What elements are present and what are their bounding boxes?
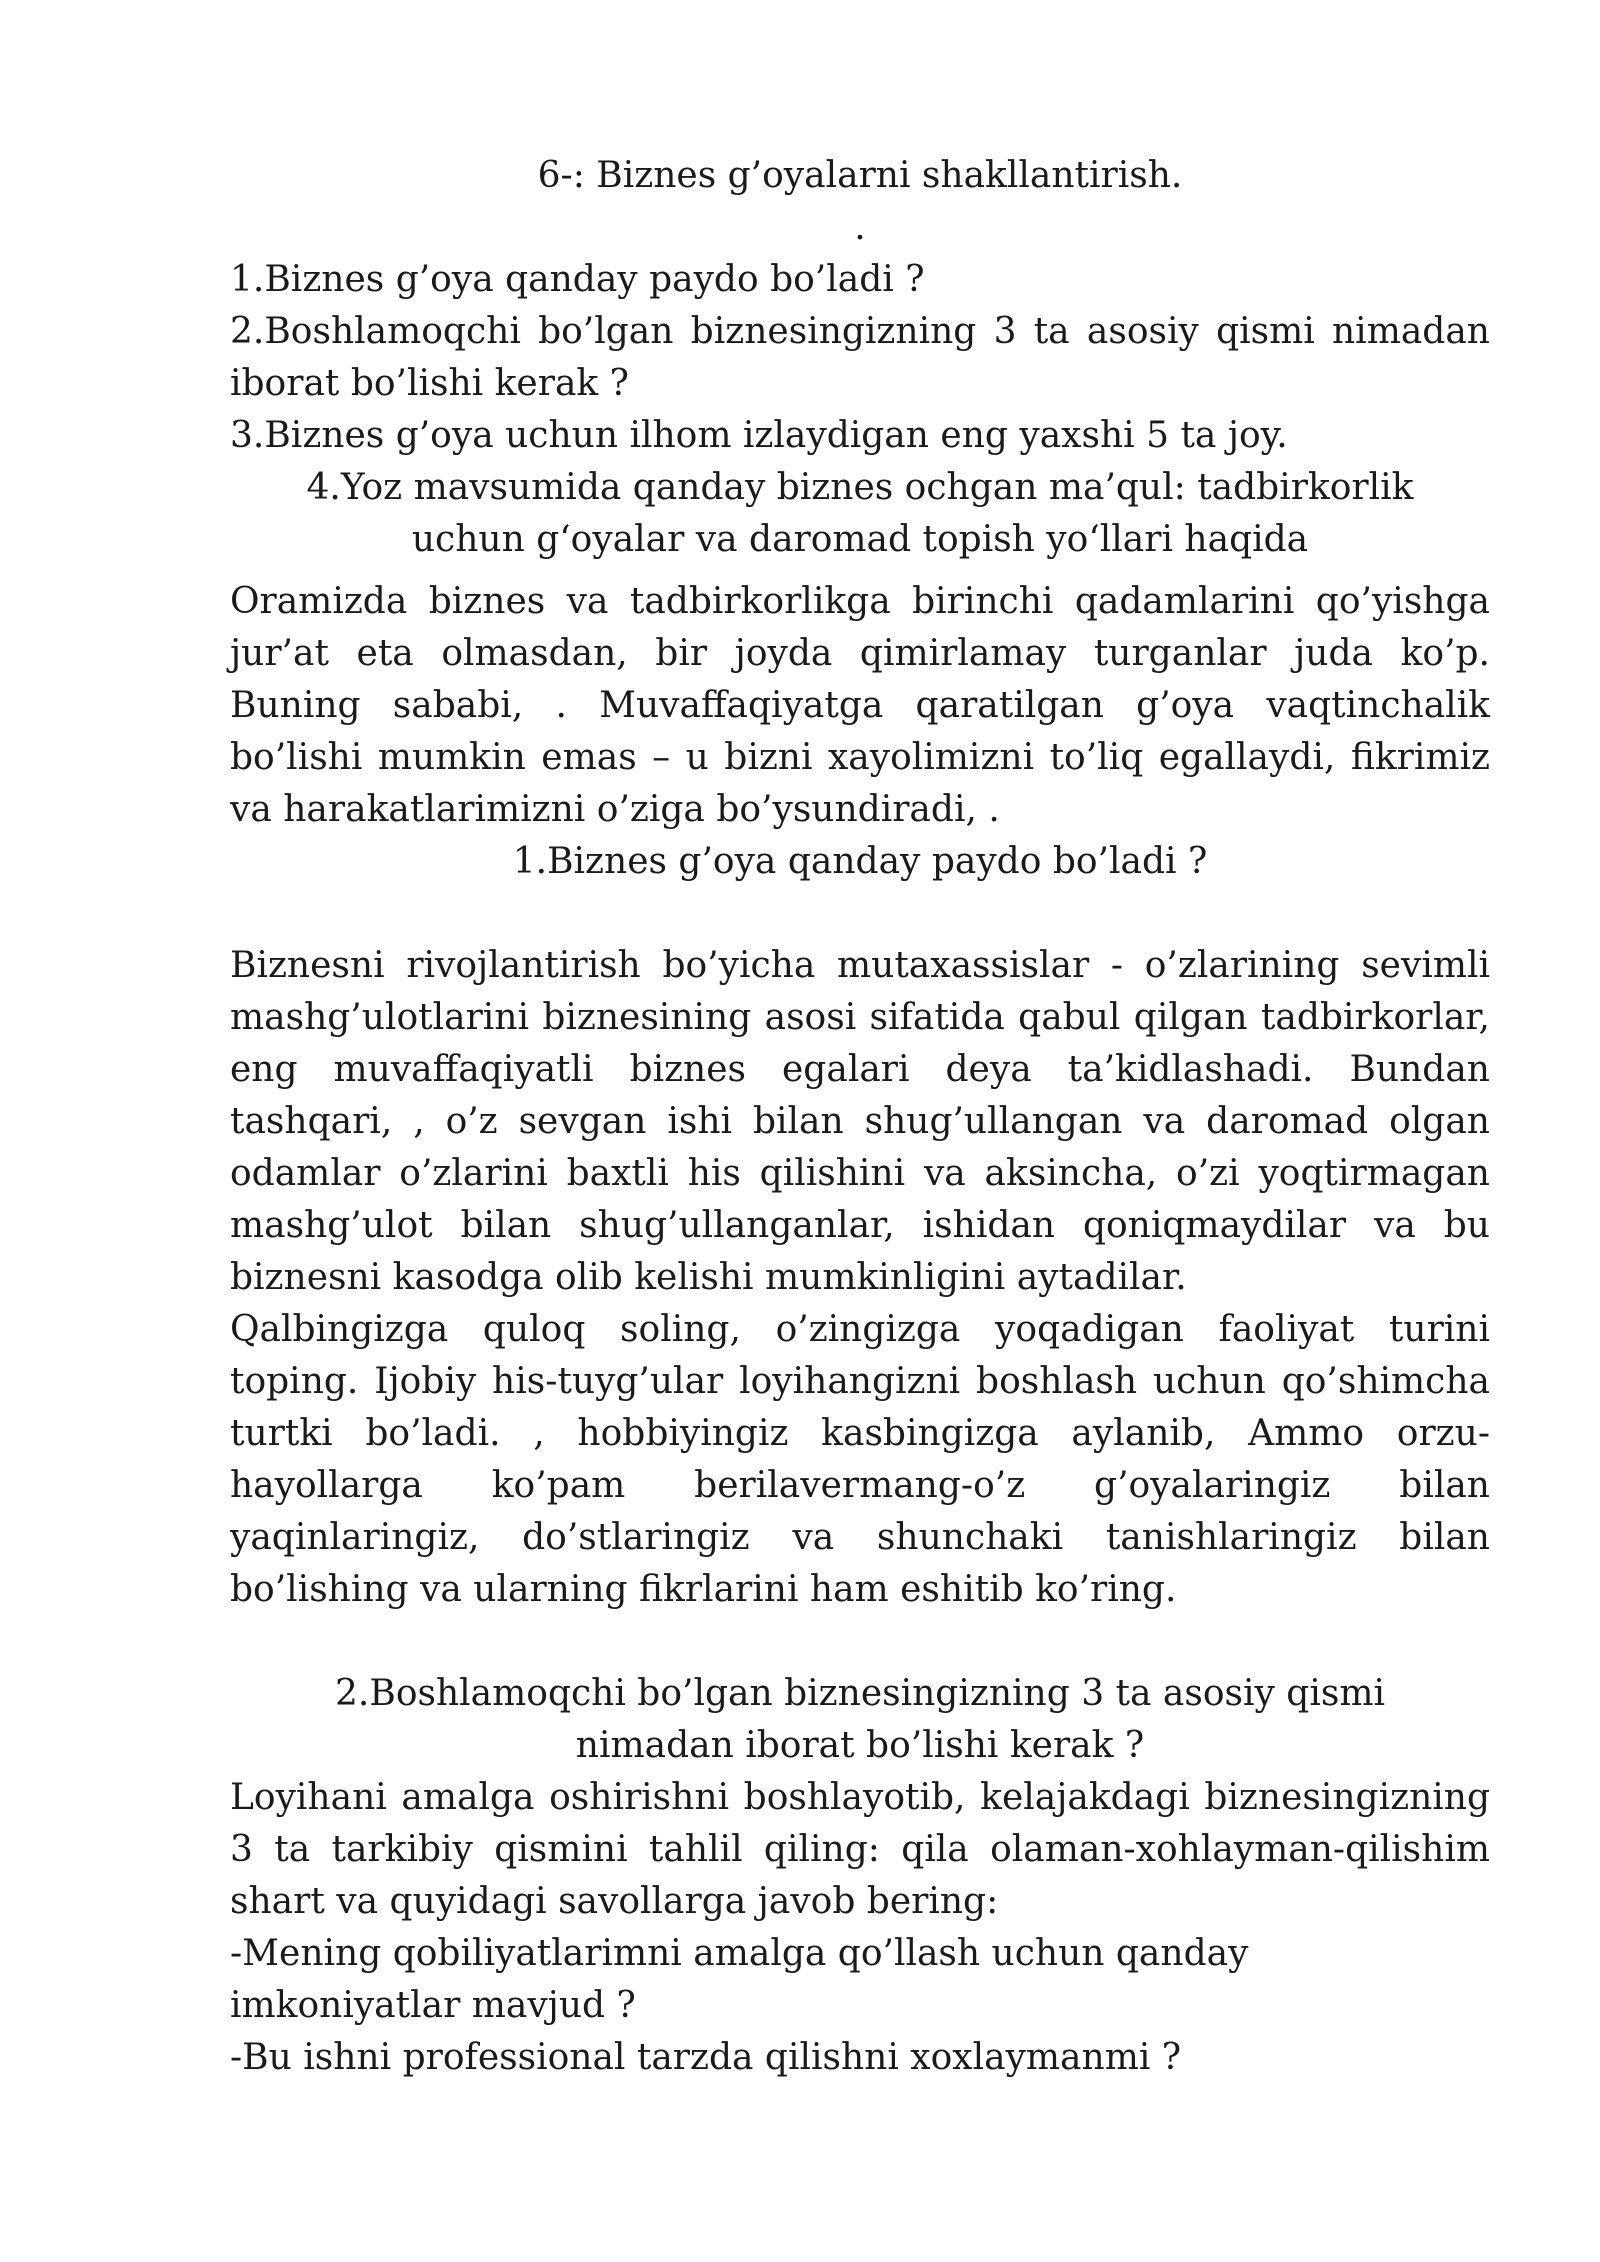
section-1-heading: 1.Biznes g’oya qanday paydo bo’ladi ? (512, 841, 1208, 882)
intro-paragraph: Oramizda biznes va tadbirkorlikga birinchi qadamlarini qo’yishga jur’at eta olmasdan, bir joyda qimirlamay turganlar juda ko’p. Buning sababi, . Muvaffaqiyatga qaratilgan g’oya vaqtinchalik bo’lishi mumkin emas – u bizni xayolimizni to’liq egallaydi, fikrimiz va harakatlarimizni o’ziga bo’ysundiradi, . (230, 581, 1490, 830)
section-1-paragraph-1: Biznesni rivojlantirish bo’yicha mutaxassislar - o’zlarining sevimli mashg’ulotlarini biznesining asosi sifatida qabul qilgan tadbirkorlar, eng muvaffaqiyatli biznes egalari deya ta’kidlashadi. Bundan tashqari, , o’z sevgan ishi bilan shug’ullangan va daromad olgan odamlar o’zlarini baxtli his qilishini va aksincha, o’zi yoqtirmagan mashg’ulot bilan shug’ullanganlar, ishidan qoniqmaydilar va bu biznesni kasodga olib kelishi mumkinligini aytadilar. (230, 945, 1490, 1298)
section-2-question-2: -Bu ishni professional tarzda qilishni xoxlaymanmi ? (230, 2037, 1182, 2078)
document-page (230, 150, 1490, 2084)
document-title: 6-: Biznes g’oyalarni shakllantirish. (537, 155, 1183, 196)
toc-item-2: 2.Boshlamoqchi bo’lgan biznesingizning 3 ta asosiy qismi nimadan iborat bo’lishi kerak ? (230, 311, 1490, 404)
section-2-heading: 2.Boshlamoqchi bo’lgan biznesingizning 3 ta asosiy qismi nimadan iborat bo’lishi kerak ? (335, 1673, 1385, 1766)
section-2-paragraph-1: Loyihani amalga oshirishni boshlayotib, kelajakdagi biznesingizning 3 ta tarkibiy qismini tahlil qiling: qila olaman-xohlayman-qilishim shart va quyidagi savollarga javob bering: (230, 1777, 1490, 1922)
toc-item-1: 1.Biznes g’oya qanday paydo bo’ladi ? (230, 259, 925, 300)
toc-item-3: 3.Biznes g’oya uchun ilhom izlaydigan eng yaxshi 5 ta joy. (230, 415, 1288, 456)
section-2-question-1: -Mening qobiliyatlarimni amalga qo’llash uchun qanday imkoniyatlar mavjud ? (230, 1933, 1249, 2026)
toc-item-4: 4.Yoz mavsumida qanday biznes ochgan ma’qul: tadbirkorlik uchun g‘oyalar va daromad topish yo‘llari haqida (306, 467, 1414, 560)
section-1-paragraph-2: Qalbingizga quloq soling, o’zingizga yoqadigan faoliyat turini toping. Ijobiy his-tuyg’ular loyihangizni boshlash uchun qo’shimcha turtki bo’ladi. , hobbiyingiz kasbingizga aylanib, Ammo orzu-hayollarga ko’pam berilavermang-o’z g’oyalaringiz bilan yaqinlaringiz, do’stlaringiz va shunchaki tanishlaringiz bilan bo’lishing va ularning fikrlarini ham eshitib ko’ring. (230, 1309, 1490, 1610)
title-dot: . (854, 207, 866, 248)
